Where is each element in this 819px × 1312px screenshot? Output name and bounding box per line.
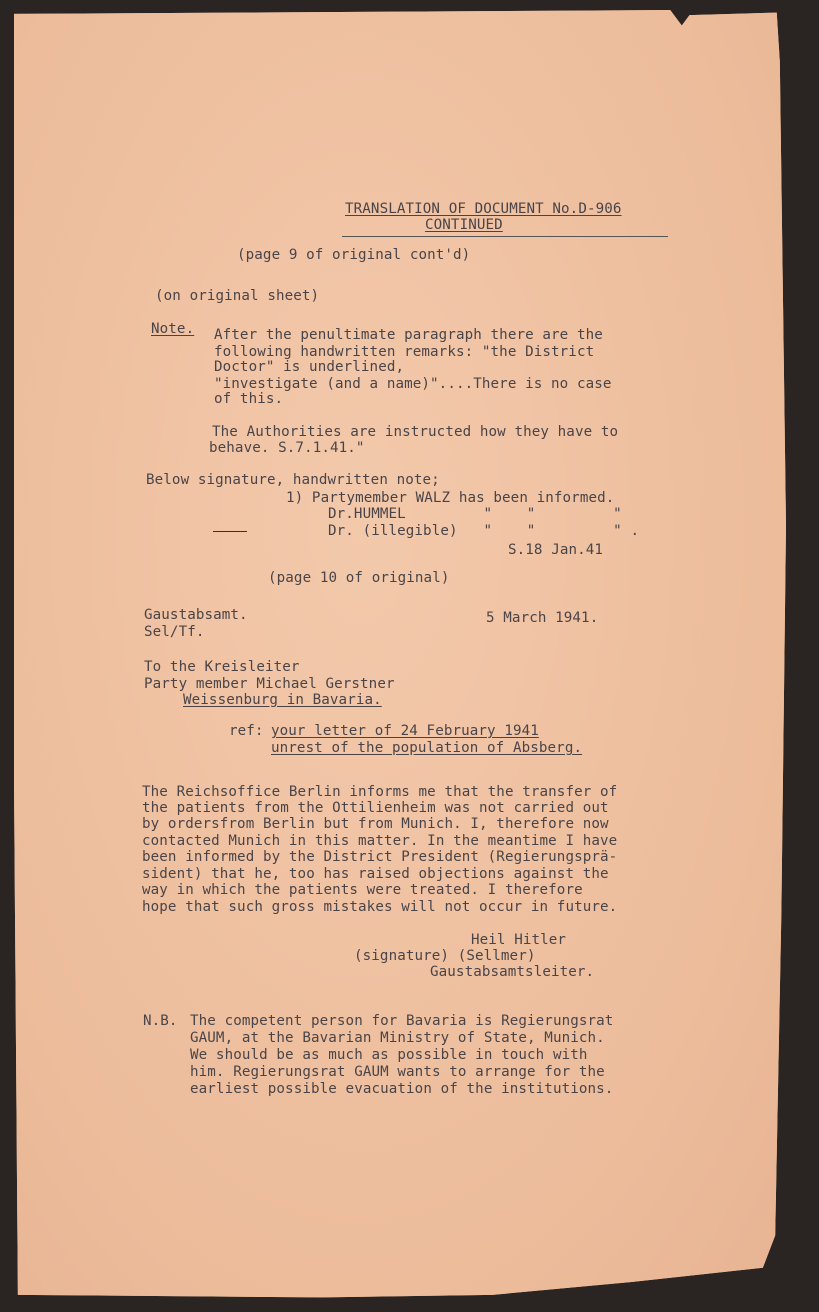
body-line: been informed by the District President (Regierungsprä-: [142, 849, 618, 865]
office-reference: Sel/Tf.: [144, 624, 205, 640]
body-line: The Reichsoffice Berlin informs me that the transfer of: [142, 784, 618, 800]
recipient-line: Weissenburg in Bavaria.: [183, 692, 382, 708]
authorities-line: The Authorities are instructed how they have to: [212, 424, 619, 440]
below-signature-heading: Below signature, handwritten note;: [146, 472, 440, 488]
body-line: by ordersfrom Berlin but from Munich. I, therefore now: [142, 816, 609, 832]
nb-line: GAUM, at the Bavarian Ministry of State, Munich.: [190, 1030, 605, 1046]
note-line: Doctor" is underlined,: [214, 359, 405, 375]
handwritten-note-line: Dr.HUMMEL " " ": [328, 506, 622, 522]
note-line: of this.: [214, 391, 284, 407]
body-line: contacted Munich in this matter. In the meantime I have: [142, 833, 618, 849]
ref-label: ref:: [229, 723, 264, 739]
body-line: way in which the patients were treated. I therefore: [142, 882, 583, 898]
nb-line: The competent person for Bavaria is Regierungsrat: [190, 1013, 614, 1029]
closing-greeting: Heil Hitler: [471, 932, 567, 948]
body-line: sident) that he, too has raised objections against the: [142, 866, 609, 882]
letter-date: 5 March 1941.: [486, 610, 599, 626]
nb-line: earliest possible evacuation of the institutions.: [190, 1081, 614, 1097]
document-title: TRANSLATION OF DOCUMENT No.D-906: [345, 201, 622, 217]
recipient-line: To the Kreisleiter: [144, 659, 300, 675]
authorities-line: behave. S.7.1.41.": [209, 440, 365, 456]
nb-line: We should be as much as possible in touch with: [190, 1047, 588, 1063]
recipient-line: Party member Michael Gerstner: [144, 676, 395, 692]
closing-signature: (signature) (Sellmer): [354, 948, 536, 964]
ref-line: unrest of the population of Absberg.: [271, 740, 583, 756]
pen-stroke: [213, 531, 247, 532]
document-subtitle: CONTINUED: [425, 217, 503, 233]
page-9-note: (page 9 of original cont'd): [237, 247, 471, 263]
note-label: Note.: [151, 321, 195, 337]
handwritten-note-line: Dr. (illegible) " " " .: [328, 523, 640, 539]
office-name: Gaustabsamt.: [144, 607, 248, 623]
note-line: After the penultimate paragraph there are the: [214, 327, 603, 343]
nb-label: N.B.: [143, 1013, 178, 1029]
page-10-note: (page 10 of original): [268, 570, 450, 586]
body-line: the patients from the Ottilienheim was not carried out: [142, 800, 609, 816]
body-line: hope that such gross mistakes will not occur in future.: [142, 899, 618, 915]
handwritten-note-line: 1) Partymember WALZ has been informed.: [286, 490, 615, 506]
nb-line: him. Regierungsrat GAUM wants to arrange for the: [190, 1064, 605, 1080]
note-line: following handwritten remarks: "the District: [214, 344, 595, 360]
on-original-sheet: (on original sheet): [155, 288, 320, 304]
ref-line: your letter of 24 February 1941: [271, 723, 539, 739]
handwritten-note-signature: S.18 Jan.41: [508, 542, 604, 558]
note-line: "investigate (and a name)"....There is no case: [214, 376, 612, 392]
closing-title: Gaustabsamtsleiter.: [430, 964, 595, 980]
header-rule: [342, 236, 668, 237]
